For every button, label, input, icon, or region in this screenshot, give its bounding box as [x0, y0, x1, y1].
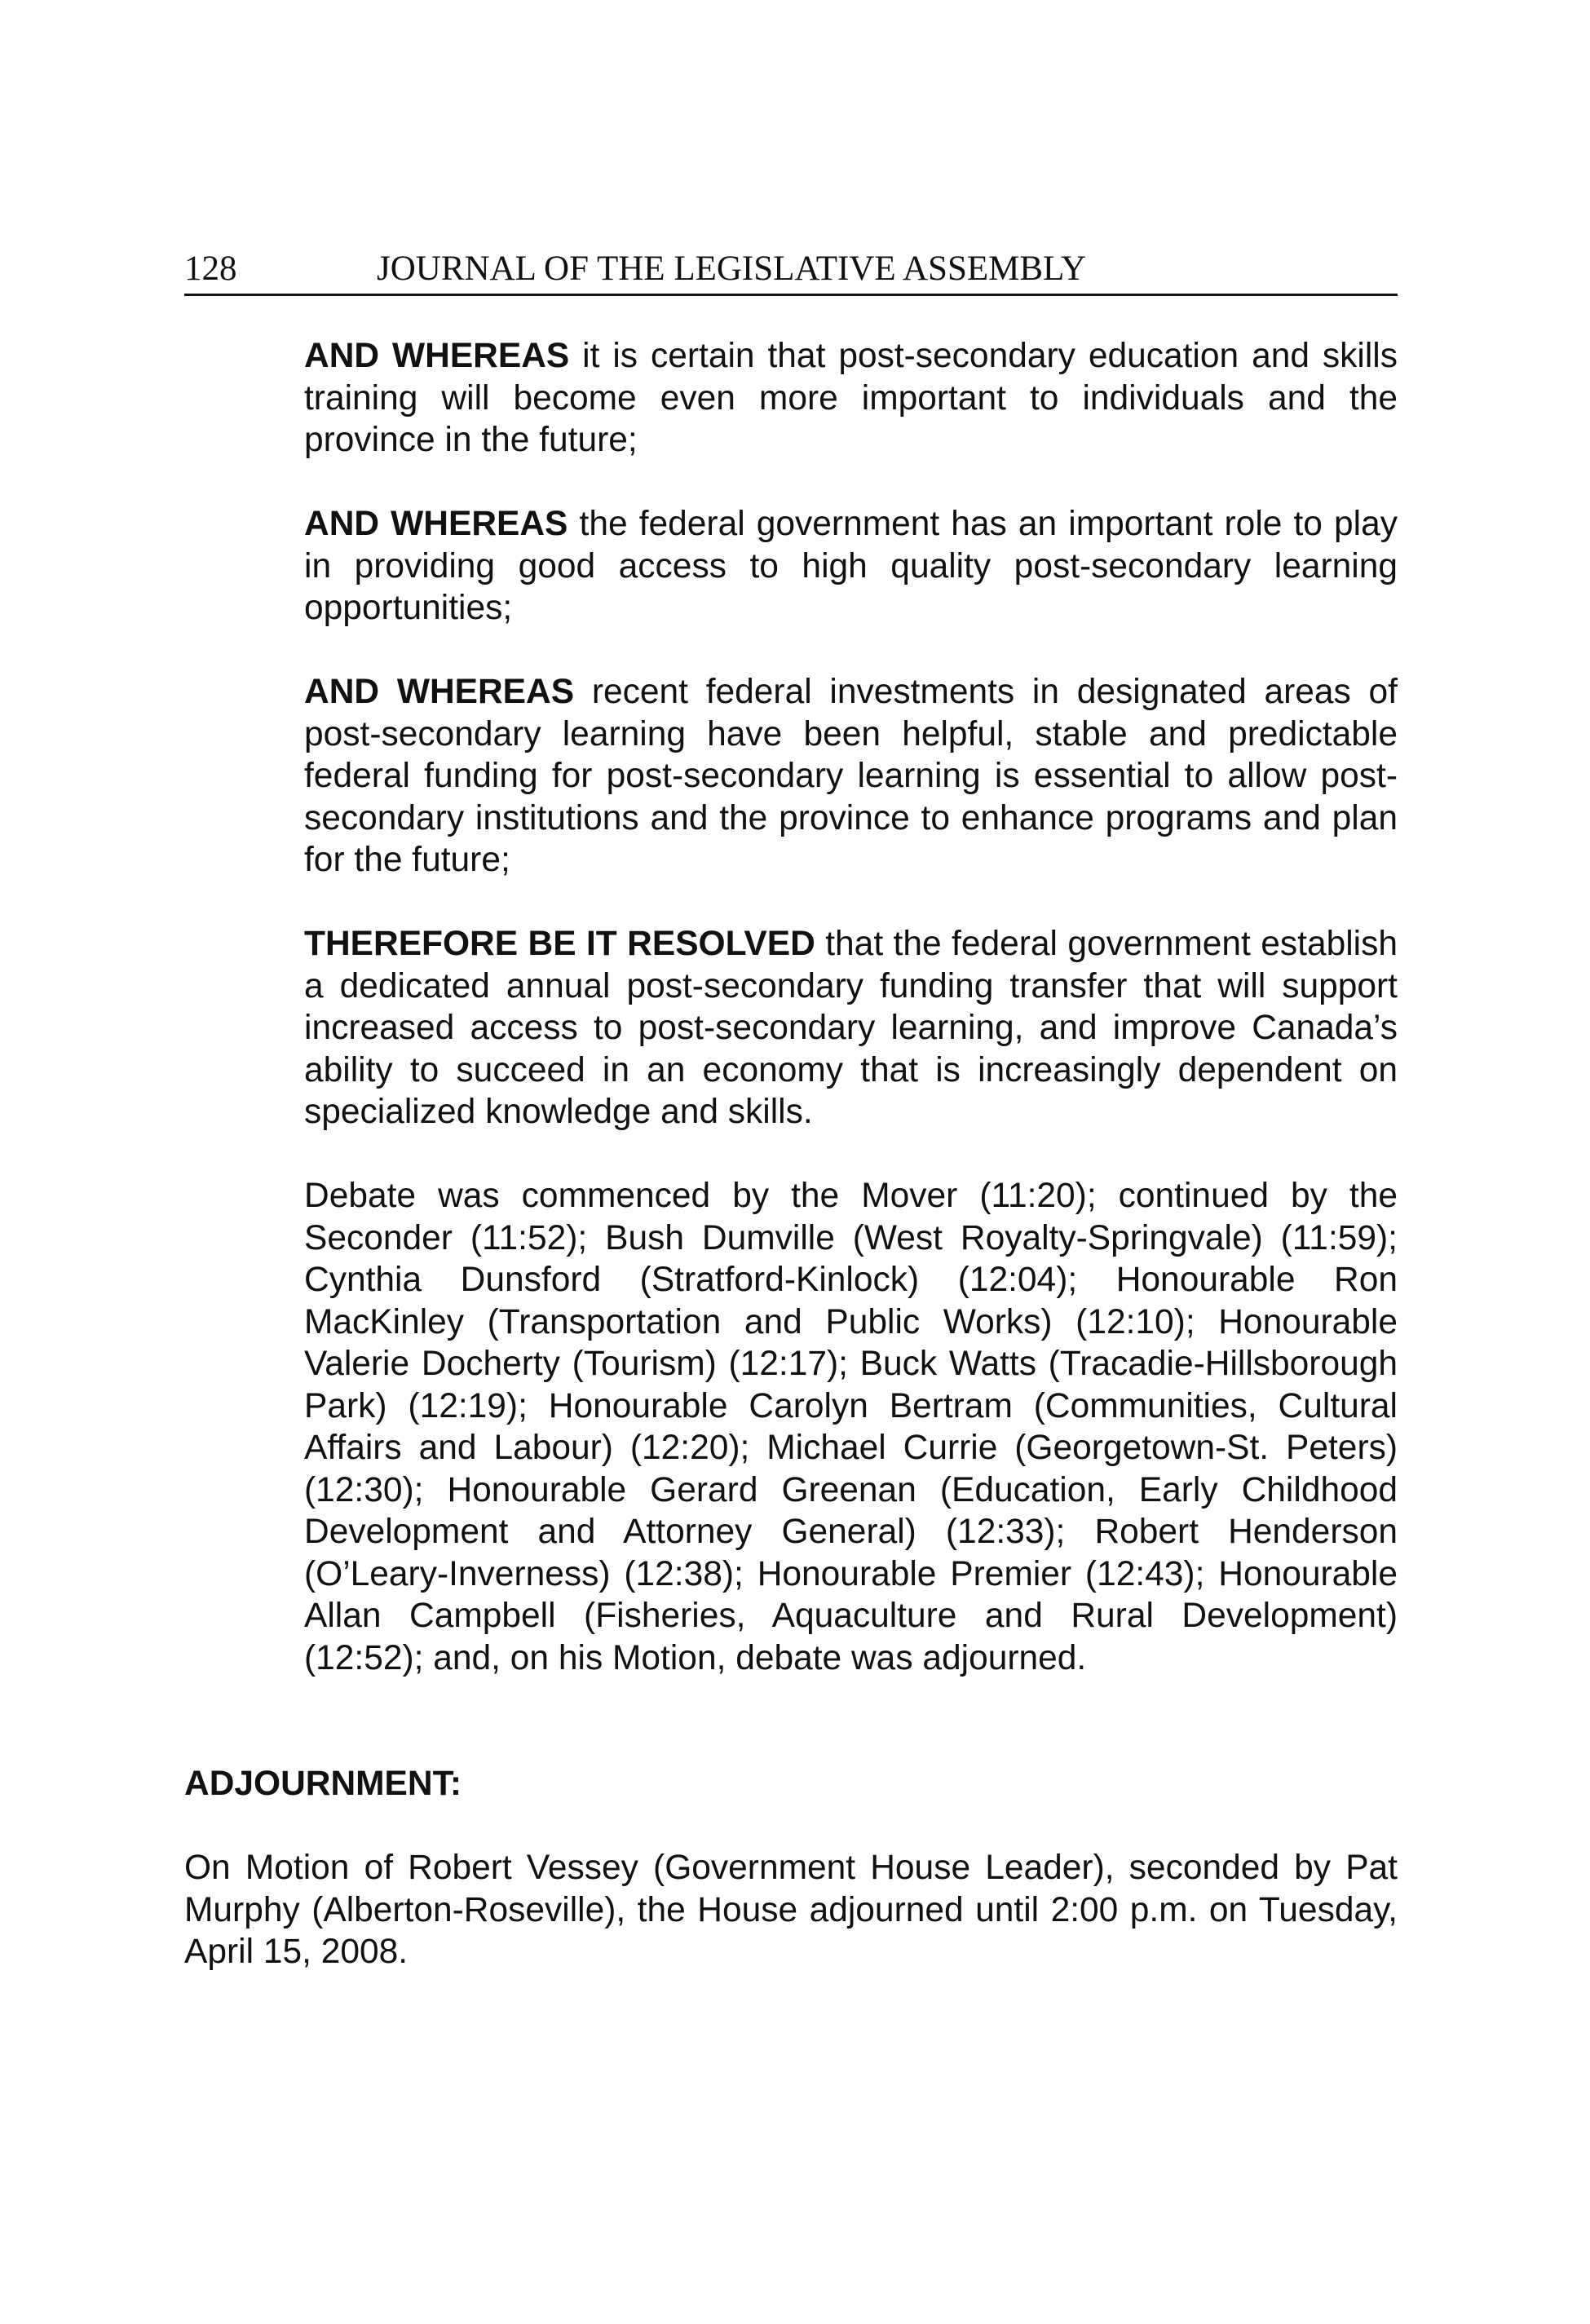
whereas-lead: AND WHEREAS — [304, 505, 568, 543]
page-number: 128 — [184, 250, 237, 288]
whereas-paragraph-2 — [304, 503, 1398, 630]
whereas-text: the federal government has an important role to play in providing good access to high quality post-secondary learning opportunities; — [304, 505, 1398, 627]
whereas-text: it is certain that post-secondary education and skills training will become even more important to individuals and the province in the future; — [304, 337, 1398, 459]
page-header — [184, 245, 1398, 296]
running-title: JOURNAL OF THE LEGISLATIVE ASSEMBLY — [377, 250, 1087, 288]
resolved-paragraph — [304, 923, 1398, 1133]
whereas-paragraph-3 — [304, 671, 1398, 881]
debate-paragraph: Debate was commenced by the Mover (11:20); continued by the Seconder (11:52); Bush Dumville (West Royalty-Springvale) (11:59); Cynthia Dunsford (Stratford-Kinlock) (12:04); Honourable Ron MacKinley (Transportation and Public Works) (12:10); Honourable Valerie Docherty (Tourism) (12:17); Buck Watts (Tracadie-Hillsborough Park) (12:19); Honourable Carolyn Bertram (Communities, Cultural Affairs and Labour) (12:20); Michael Currie (Georgetown-St. Peters) (12:30); Honourable Gerard Greenan (Education, Early Childhood Development and Attorney General) (12:33); Robert Henderson (O’Leary-Inverness) (12:38); Honourable Premier (12:43); Honourable Allan Campbell (Fisheries, Aquaculture and Rural Development) (12:52); and, on his Motion, debate was adjourned. — [304, 1177, 1398, 1677]
resolved-lead: THEREFORE BE IT RESOLVED — [304, 925, 815, 963]
whereas-lead: AND WHEREAS — [304, 673, 575, 711]
whereas-lead: AND WHEREAS — [304, 337, 570, 375]
adjournment-heading: ADJOURNMENT: — [184, 1765, 462, 1803]
resolved-text: that the federal government establish a dedicated annual post-secondary funding transfer that will support increased access to post-secondary learning, and improve Canada’s ability to succeed in an economy that is increasingly dependent on specialized knowledge and skills. — [304, 925, 1398, 1131]
whereas-text: recent federal investments in designated areas of post-secondary learning have been helpful, stable and predictable federal funding for post-secondary learning is essential to allow post-secondary institutions and the province to enhance programs and plan for the future; — [304, 673, 1398, 879]
adjournment-paragraph: On Motion of Robert Vessey (Government House Leader), seconded by Pat Murphy (Alberton-Roseville), the House adjourned until 2:00 p.m. on Tuesday, April 15, 2008. — [184, 1849, 1398, 1971]
whereas-paragraph-1 — [304, 335, 1398, 462]
